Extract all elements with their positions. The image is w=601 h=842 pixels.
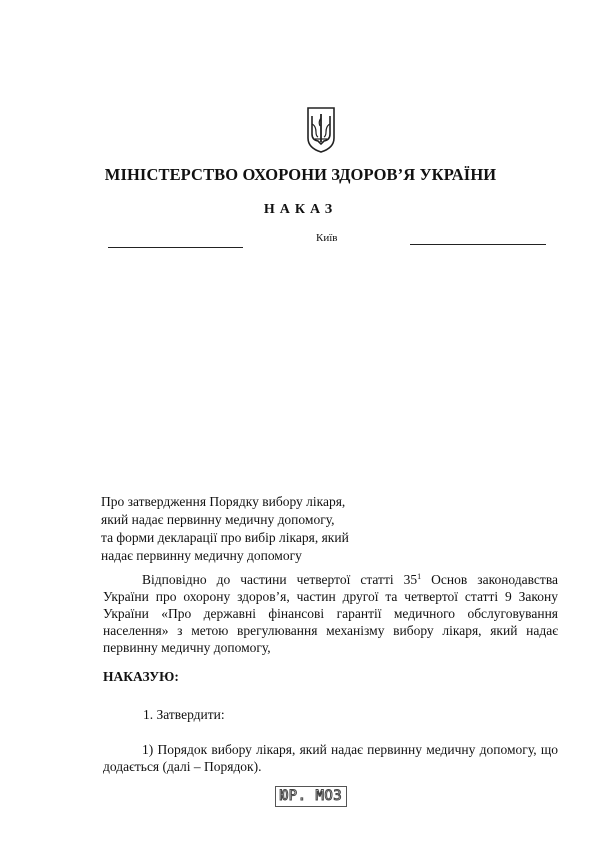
ministry-heading: МІНІСТЕРСТВО ОХОРОНИ ЗДОРОВ’Я УКРАЇНИ — [104, 165, 497, 184]
orders-label: НАКАЗУЮ: — [103, 669, 179, 684]
item-1-1-text: 1) Порядок вибору лікаря, який надає первинну медичну допомогу, що додається (далі – Порядок). — [103, 742, 558, 774]
trident-emblem-icon — [304, 106, 338, 154]
preamble-text-end: Основ законодавства України про охорону здоров’я, частин другої та четвертої статті 9 Закону України «Про державні фінансові гарантії медичного обслуговування населення» з метою врегулювання механізму вибору лікаря, який надає первинну медичну допомогу, — [103, 572, 559, 655]
order-title-line: який надає первинну медичну допомогу, — [101, 512, 335, 527]
item-1: 1. Затвердити: — [143, 707, 225, 722]
city-label: Київ — [316, 232, 338, 244]
date-blank-line — [108, 247, 243, 248]
number-blank-line — [410, 244, 546, 245]
document-type-heading: НАКАЗ — [263, 202, 338, 217]
stamp-text: ЮР. МОЗ — [279, 788, 343, 804]
preamble-paragraph — [103, 571, 558, 656]
preamble-text-start: Відповідно до частини четвертої статті 35 — [142, 572, 418, 587]
item-1-1 — [103, 741, 558, 775]
article-superscript: 1 — [417, 572, 422, 581]
order-title-line: Про затвердження Порядку вибору лікаря, — [101, 494, 346, 509]
order-title — [101, 493, 401, 565]
legal-department-stamp — [275, 786, 347, 807]
order-title-line: та форми декларації про вибір лікаря, який — [101, 530, 349, 545]
order-title-line: надає первинну медичну допомогу — [101, 548, 302, 563]
